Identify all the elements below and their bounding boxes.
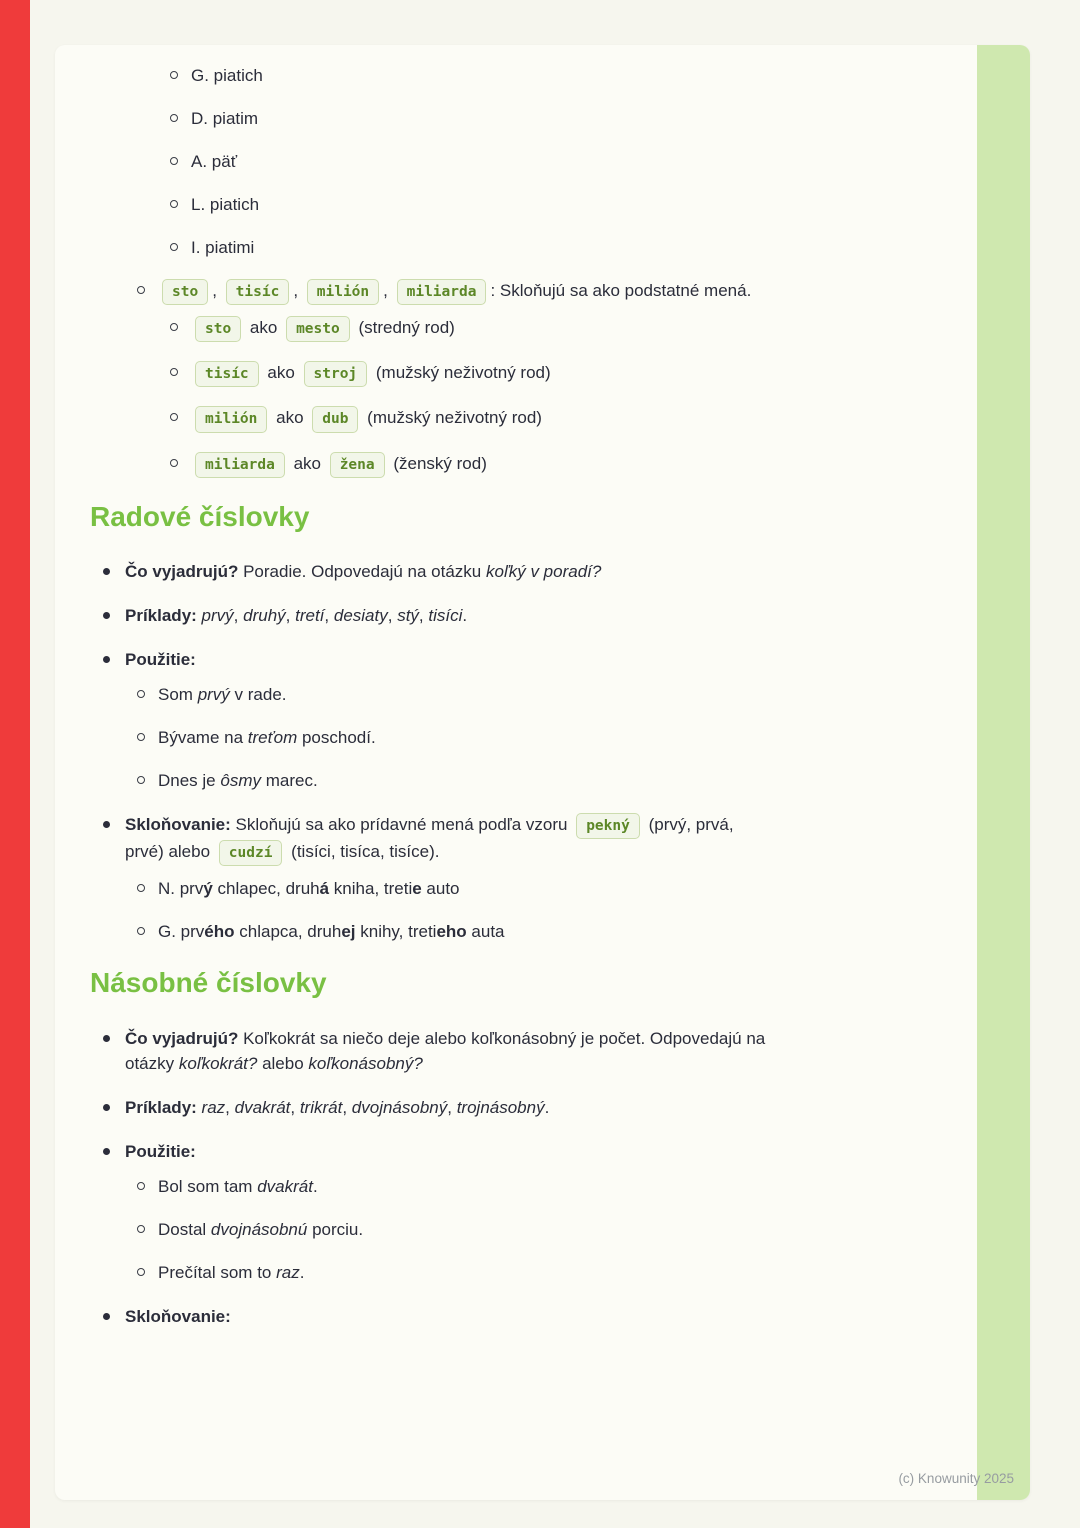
nasobne-pouzitie-line: Použitie: — [125, 1142, 196, 1162]
radove-list — [103, 559, 770, 944]
big-numbers-sublist — [168, 315, 770, 478]
footer-credit: (c) Knowunity 2025 — [898, 1471, 1014, 1486]
code-chip: mesto — [286, 316, 350, 342]
big-numbers-list — [135, 278, 770, 478]
radove-priklady-line: Príklady: prvý, druhý, tretí, desiaty, stý, tisíci. — [125, 606, 468, 626]
list-item: miliarda ako žena (ženský rod) — [168, 451, 770, 478]
list-item — [103, 812, 770, 944]
code-chip: tisíc — [195, 361, 259, 387]
notes-card — [55, 45, 1030, 1500]
list-item: Bol som tam dvakrát. — [135, 1174, 770, 1199]
list-item: Prečítal som to raz. — [135, 1260, 770, 1285]
code-chip: žena — [330, 452, 385, 478]
list-item — [135, 278, 770, 478]
list-item — [103, 1139, 770, 1285]
list-item: Bývame na treťom poschodí. — [135, 725, 770, 750]
nasobne-co-vyjadruju-line: Čo vyjadrujú? Koľkokrát sa niečo deje alebo koľkonásobný je počet. Odpovedajú na otázky koľkokrát? alebo koľkonásobný? — [125, 1029, 766, 1074]
radove-sklonovanie-sublist — [135, 876, 770, 944]
radove-sklonovanie-line: Skloňovanie: Skloňujú sa ako prídavné mená podľa vzoru pekný (prvý, prvá, prvé) alebo cudzí (tisíci, tisíca, tisíce). — [125, 812, 770, 866]
radove-pouzitie-line: Použitie: — [125, 650, 196, 670]
left-accent-bar — [0, 0, 30, 1528]
code-chip: dub — [312, 406, 358, 432]
list-item: G. piatich — [168, 63, 770, 88]
list-item: N. prvý chlapec, druhá kniha, tretie auto — [135, 876, 770, 901]
code-chip: miliarda — [195, 452, 285, 478]
list-item — [103, 559, 770, 584]
code-chip: tisíc — [226, 279, 290, 305]
list-item: Dnes je ôsmy marec. — [135, 768, 770, 793]
list-item: I. piatimi — [168, 235, 770, 260]
right-accent-bar — [977, 45, 1030, 1500]
big-numbers-intro-line: sto , tisíc , milión , miliarda : Skloňujú sa ako podstatné mená. — [158, 278, 770, 305]
radove-pouzitie-sublist — [135, 682, 770, 793]
list-item: G. prvého chlapca, druhej knihy, tretieho auta — [135, 919, 770, 944]
nasobne-pouzitie-sublist — [135, 1174, 770, 1285]
nasobne-sklonovanie-line: Skloňovanie: — [125, 1307, 231, 1327]
list-item — [103, 1095, 770, 1120]
code-chip: sto — [195, 316, 241, 342]
code-chip: sto — [162, 279, 208, 305]
list-item: Som prvý v rade. — [135, 682, 770, 707]
list-item — [103, 1304, 770, 1329]
list-item: D. piatim — [168, 106, 770, 131]
section-title-nasobne-cislovky: Násobné číslovky — [90, 967, 327, 999]
notes-content — [90, 63, 770, 1348]
code-chip: cudzí — [219, 840, 283, 866]
list-item: milión ako dub (mužský neživotný rod) — [168, 405, 770, 432]
list-item: L. piatich — [168, 192, 770, 217]
code-chip: milión — [307, 279, 379, 305]
code-chip: pekný — [576, 813, 640, 839]
code-chip: milión — [195, 406, 267, 432]
list-item — [103, 647, 770, 793]
list-item: A. päť — [168, 149, 770, 174]
code-chip: stroj — [304, 361, 368, 387]
list-item: tisíc ako stroj (mužský neživotný rod) — [168, 360, 770, 387]
case-declension-list — [168, 63, 770, 260]
list-item: Dostal dvojnásobnú porciu. — [135, 1217, 770, 1242]
list-item — [103, 603, 770, 628]
section-title-radove-cislovky: Radové číslovky — [90, 500, 310, 532]
list-item: sto ako mesto (stredný rod) — [168, 315, 770, 342]
radove-co-vyjadruju-line: Čo vyjadrujú? Poradie. Odpovedajú na otázku koľký v poradí? — [125, 562, 602, 582]
list-item — [103, 1026, 770, 1076]
nasobne-priklady-line: Príklady: raz, dvakrát, trikrát, dvojnásobný, trojnásobný. — [125, 1098, 550, 1118]
code-chip: miliarda — [397, 279, 487, 305]
nasobne-list — [103, 1026, 770, 1329]
